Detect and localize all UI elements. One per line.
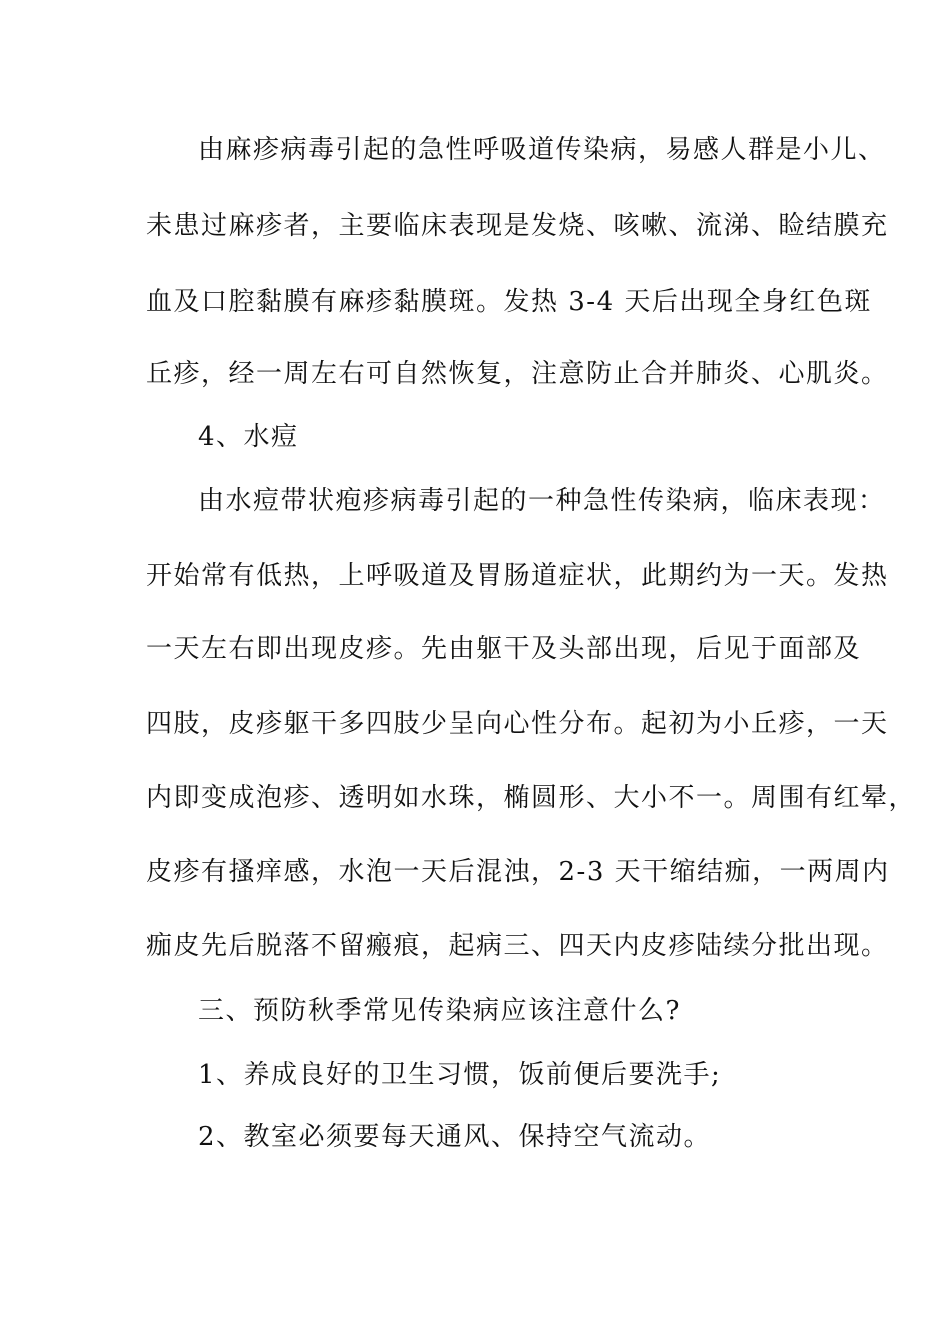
paragraph-line: 血及口腔黏膜有麻疹黏膜斑。发热 3-4 天后出现全身红色斑 bbox=[146, 287, 872, 317]
paragraph-line: 由麻疹病毒引起的急性呼吸道传染病，易感人群是小儿、 bbox=[198, 135, 886, 165]
list-item: 1、养成良好的卫生习惯，饭前便后要洗手; bbox=[198, 1060, 722, 1090]
section-heading: 4、水痘 bbox=[198, 422, 299, 452]
paragraph-line: 丘疹，经一周左右可自然恢复，注意防止合并肺炎、心肌炎。 bbox=[146, 359, 889, 389]
paragraph-line: 皮疹有搔痒感，水泡一天后混浊，2-3 天干缩结痂，一两周内 bbox=[146, 857, 890, 887]
paragraph-line: 内即变成泡疹、透明如水珠，椭圆形、大小不一。周围有红晕， bbox=[146, 783, 917, 813]
paragraph-line: 四肢，皮疹躯干多四肢少呈向心性分布。起初为小丘疹，一天 bbox=[146, 709, 889, 739]
paragraph-line: 由水痘带状疱疹病毒引起的一种急性传染病，临床表现： bbox=[198, 486, 886, 516]
paragraph-line: 痂皮先后脱落不留瘢痕，起病三、四天内皮疹陆续分批出现。 bbox=[146, 931, 889, 961]
list-item: 2、教室必须要每天通风、保持空气流动。 bbox=[198, 1122, 712, 1152]
paragraph-line: 未患过麻疹者，主要临床表现是发烧、咳嗽、流涕、睑结膜充 bbox=[146, 211, 889, 241]
section-heading: 三、预防秋季常见传染病应该注意什么? bbox=[198, 996, 681, 1026]
paragraph-line: 开始常有低热，上呼吸道及胃肠道症状，此期约为一天。发热 bbox=[146, 561, 889, 591]
paragraph-line: 一天左右即出现皮疹。先由躯干及头部出现，后见于面部及 bbox=[146, 634, 862, 664]
